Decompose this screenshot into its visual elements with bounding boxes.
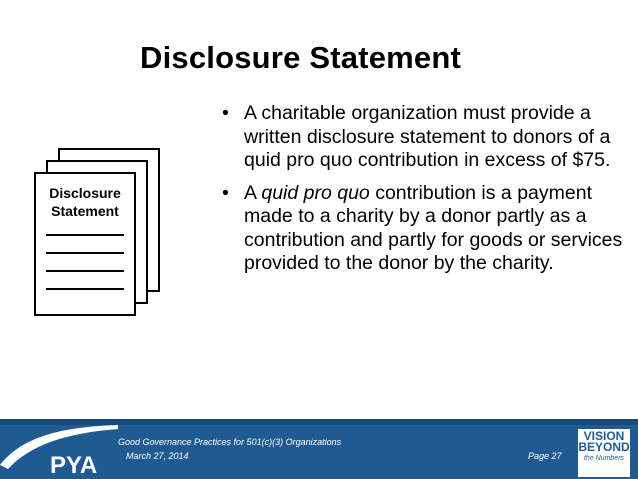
badge-line2: BEYOND (578, 440, 630, 454)
footer-page-number: Page 27 (528, 451, 562, 461)
footer-date: March 27, 2014 (126, 451, 189, 461)
logo-text: PYA (50, 452, 98, 479)
badge-line3: the Numbers (583, 455, 625, 462)
bullet-marker: • (222, 102, 229, 124)
document-label-line1: Disclosure (49, 185, 121, 201)
bullet-marker: • (222, 181, 229, 204)
footer-presentation-title: Good Governance Practices for 501(c)(3) Organizations (118, 437, 342, 447)
bullet-item (222, 182, 632, 276)
bullet-text-prefix: A (244, 181, 262, 204)
bullet-text-suffix: contribution is a payment made to a charity by a donor partly as a contribution and partly for goods or services provided to the donor by the charity. (244, 181, 623, 274)
bullet-text: A charitable organization must provide a written disclosure statement to donors of a quid pro quo contribution in excess of $75. (244, 102, 611, 171)
document-label-line2: Statement (51, 203, 119, 219)
slide-footer (0, 419, 638, 479)
bullet-text-emphasis: quid pro quo (261, 181, 370, 204)
slide-title: Disclosure Statement (140, 40, 461, 75)
document-label (36, 184, 134, 220)
document-page-front (34, 172, 136, 316)
bullet-list (222, 102, 632, 285)
document-text-line (46, 288, 124, 290)
document-text-line (46, 252, 124, 254)
badge-line1: VISION (583, 429, 625, 443)
document-stack-icon (26, 148, 166, 328)
bullet-item (222, 102, 632, 173)
document-text-line (46, 270, 124, 272)
pya-logo (0, 419, 120, 479)
vision-beyond-badge (578, 429, 630, 477)
document-text-line (46, 234, 124, 236)
